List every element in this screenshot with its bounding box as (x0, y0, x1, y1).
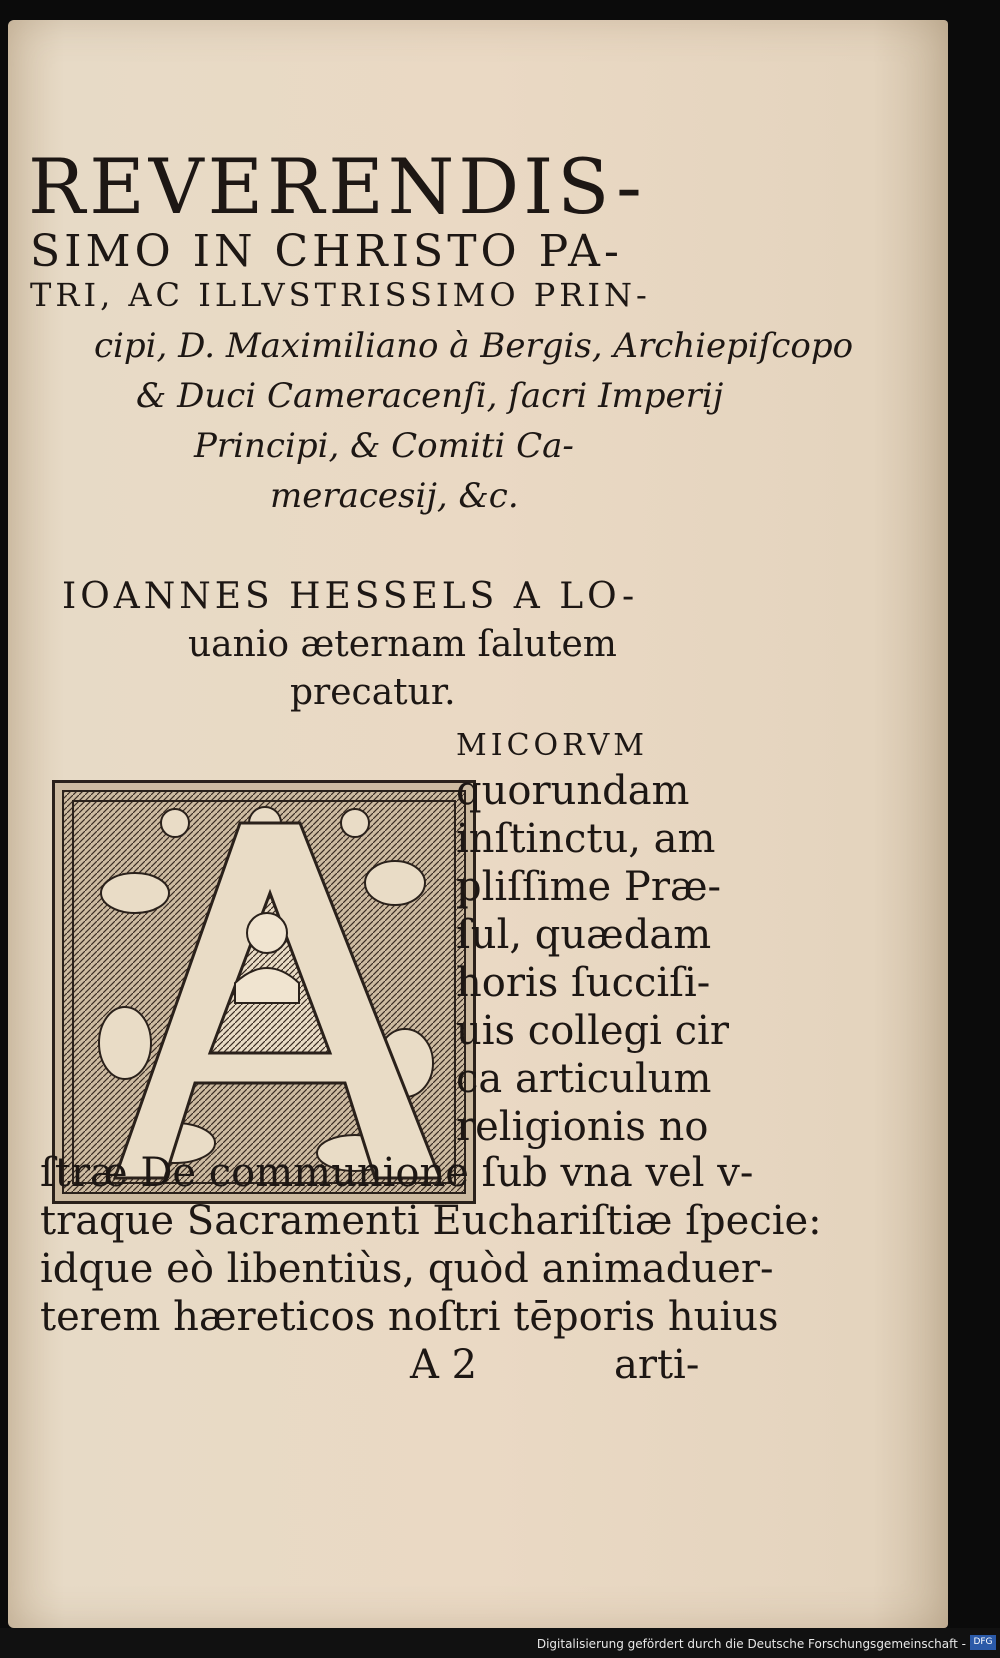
heading-line-4: cipi, D. Maximiliano à Bergis, Archiepiſcopo (94, 326, 854, 366)
body-line-1: ſtræ De communione ſub vna vel v- (40, 1150, 754, 1196)
body-line-4: terem hæreticos noſtri tēporis huius (40, 1294, 779, 1340)
salutation-line-2: uanio æternam ſalutem (188, 624, 617, 665)
heading-line-3: TRI, AC ILLVSTRISSIMO PRIN- (30, 276, 651, 314)
beside-line-6: horis ſucciſi- (456, 960, 711, 1006)
heading-line-2: SIMO IN CHRISTO PA- (30, 226, 623, 277)
body-line-3: idque eò libentiùs, quòd animaduer- (40, 1246, 774, 1292)
heading-line-5: & Duci Cameracenſi, ſacri Imperij (136, 376, 724, 416)
heading-line-7: meracesij, &c. (270, 476, 519, 516)
signature-mark: A 2 (410, 1342, 478, 1388)
footer-text: Digitalisierung gefördert durch die Deutsche Forschungsgemeinschaft - (536, 1637, 966, 1651)
heading-line-1: REVERENDIS- (28, 142, 646, 231)
beside-line-4: pliſſime Præ- (456, 864, 722, 910)
footer-bar (0, 1628, 1000, 1658)
salutation-line-1: IOANNES HESSELS A LO- (62, 576, 639, 617)
body-line-2: traque Sacramenti Euchariſtiæ ſpecie: (40, 1198, 822, 1244)
salutation-line-3: precatur. (290, 672, 456, 713)
beside-line-8: ca articulum (456, 1056, 712, 1102)
dfg-logo-icon: DFG (970, 1635, 996, 1650)
beside-line-1: MICORVM (456, 728, 649, 763)
beside-line-5: ſul, quædam (456, 912, 712, 958)
heading-line-6: Principi, & Comiti Ca- (194, 426, 574, 466)
decorated-initial (52, 780, 476, 1204)
beside-line-9: religionis no (456, 1104, 709, 1150)
beside-line-3: inſtinctu, am (456, 816, 716, 862)
catchword: arti- (614, 1342, 700, 1388)
book-page (8, 20, 948, 1628)
beside-line-2: quorundam (456, 768, 690, 814)
beside-line-7: uis collegi cir (456, 1008, 729, 1054)
ornament-illustration (55, 783, 473, 1201)
